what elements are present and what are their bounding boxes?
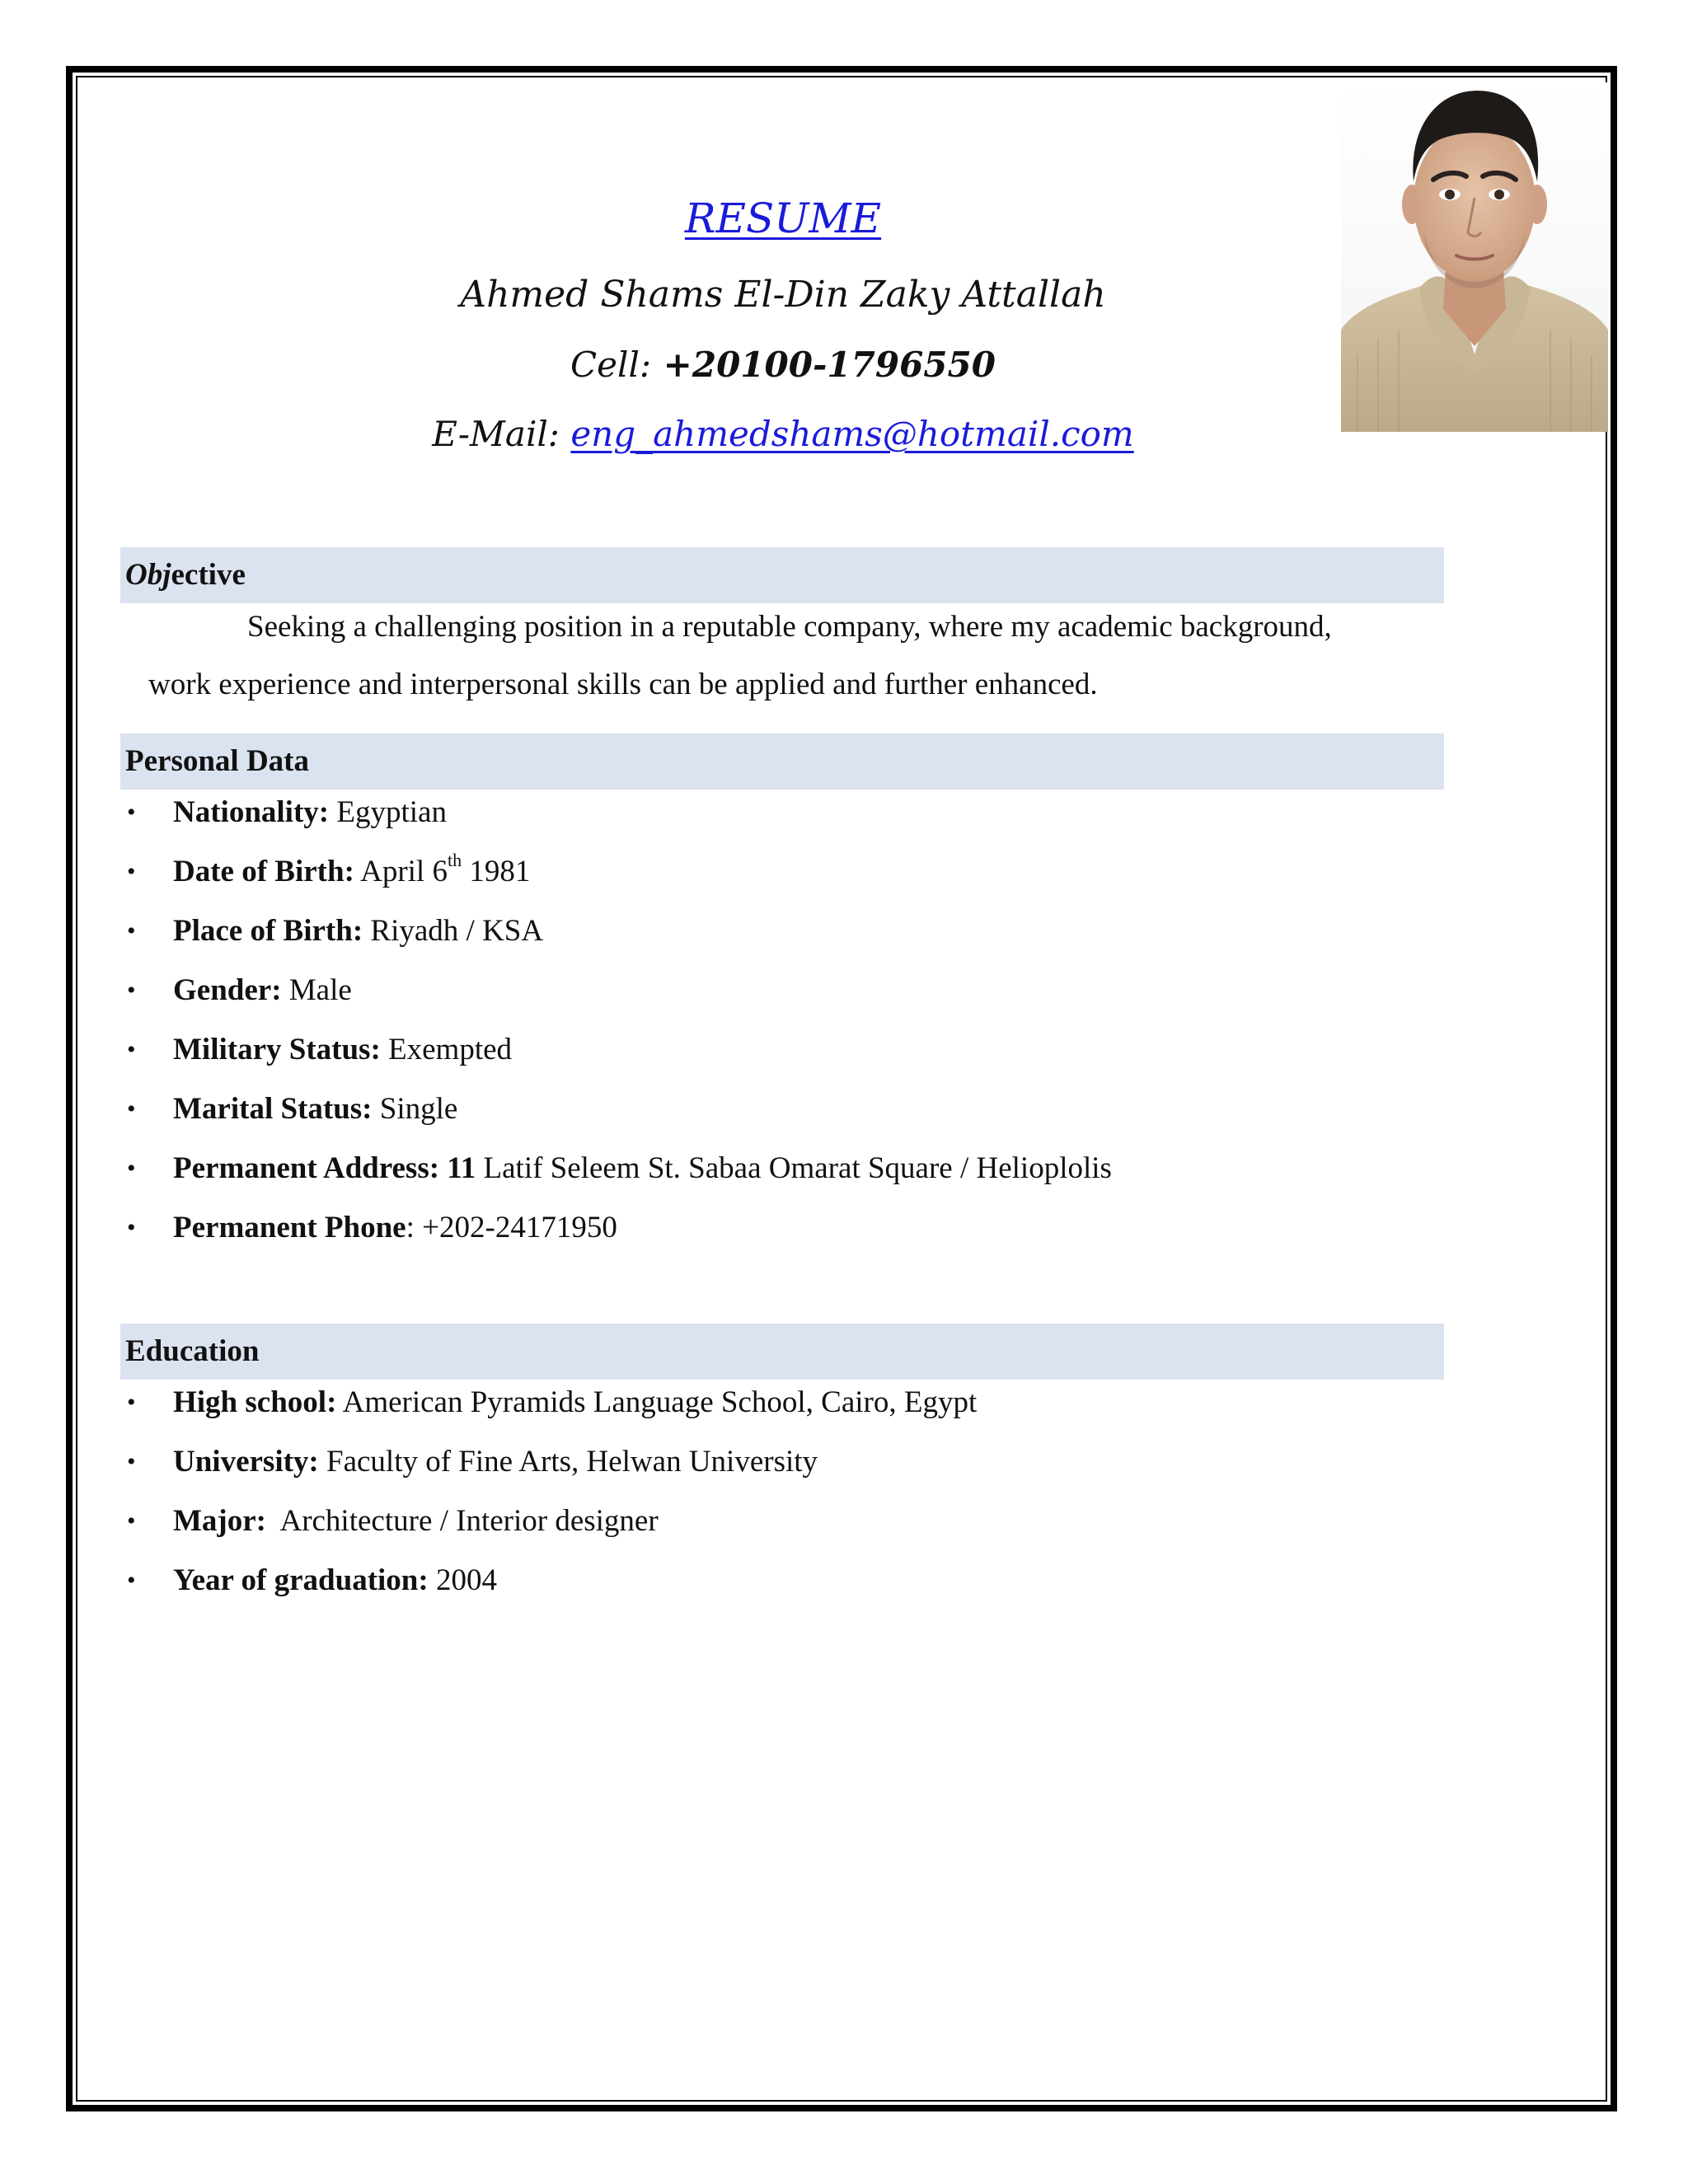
objective-heading — [120, 547, 1444, 603]
objective-line-1: Seeking a challenging position in a reputable company, where my academic background, — [247, 610, 1332, 644]
objective-line-2: work experience and interpersonal skills can be applied and further enhanced. — [148, 668, 1098, 701]
bullet-icon: • — [127, 799, 136, 826]
list-item-place-of-birth: • Place of Birth: Riyadh / KSA — [120, 902, 1112, 961]
list-item-major: • Major: Architecture / Interior designer — [120, 1492, 977, 1551]
objective-heading-italic: Obj — [125, 558, 171, 592]
bullet-icon: • — [127, 1507, 136, 1535]
cell-line — [0, 344, 1566, 385]
bullet-icon: • — [127, 1095, 136, 1122]
email-line — [0, 414, 1566, 454]
bullet-icon: • — [127, 977, 136, 1004]
resume-title: RESUME — [684, 194, 882, 242]
cell-value: +20100-1796550 — [663, 344, 996, 385]
personal-data-heading: Personal Data — [120, 733, 1444, 790]
education-list — [120, 1373, 977, 1610]
bullet-icon: • — [127, 917, 136, 944]
list-item-year-of-graduation: • Year of graduation: 2004 — [120, 1551, 977, 1610]
list-item-date-of-birth: • Date of Birth: April 6th 1981 — [120, 842, 1112, 902]
list-item-university: • University: Faculty of Fine Arts, Helwan University — [120, 1432, 977, 1492]
list-item-marital-status: • Marital Status: Single — [120, 1080, 1112, 1139]
bullet-icon: • — [127, 1036, 136, 1063]
list-item-nationality: • Nationality: Egyptian — [120, 783, 1112, 842]
cell-label: Cell: — [570, 344, 652, 385]
list-item-gender: • Gender: Male — [120, 961, 1112, 1020]
list-item-military-status: • Military Status: Exempted — [120, 1020, 1112, 1080]
objective-heading-rest: ective — [171, 558, 246, 592]
list-item-permanent-phone: • Permanent Phone: +202-24171950 — [120, 1198, 1112, 1258]
list-item-permanent-address: • Permanent Address: 11 Latif Seleem St. Sabaa Omarat Square / Helioplolis — [120, 1139, 1112, 1198]
bullet-icon: • — [127, 1567, 136, 1594]
objective-text — [148, 598, 1444, 714]
bullet-icon: • — [127, 858, 136, 885]
full-name: Ahmed Shams El-Din Zaky Attallah — [460, 274, 1106, 316]
bullet-icon: • — [127, 1389, 136, 1416]
education-heading: Education — [120, 1324, 1444, 1380]
email-label: E-Mail: — [432, 414, 560, 454]
email-link[interactable]: eng_ahmedshams@hotmail.com — [570, 414, 1134, 454]
list-item-high-school: • High school: American Pyramids Language School, Cairo, Egypt — [120, 1373, 977, 1432]
bullet-icon: • — [127, 1448, 136, 1475]
bullet-icon: • — [127, 1155, 136, 1182]
personal-data-list — [120, 783, 1112, 1258]
bullet-icon: • — [127, 1214, 136, 1241]
